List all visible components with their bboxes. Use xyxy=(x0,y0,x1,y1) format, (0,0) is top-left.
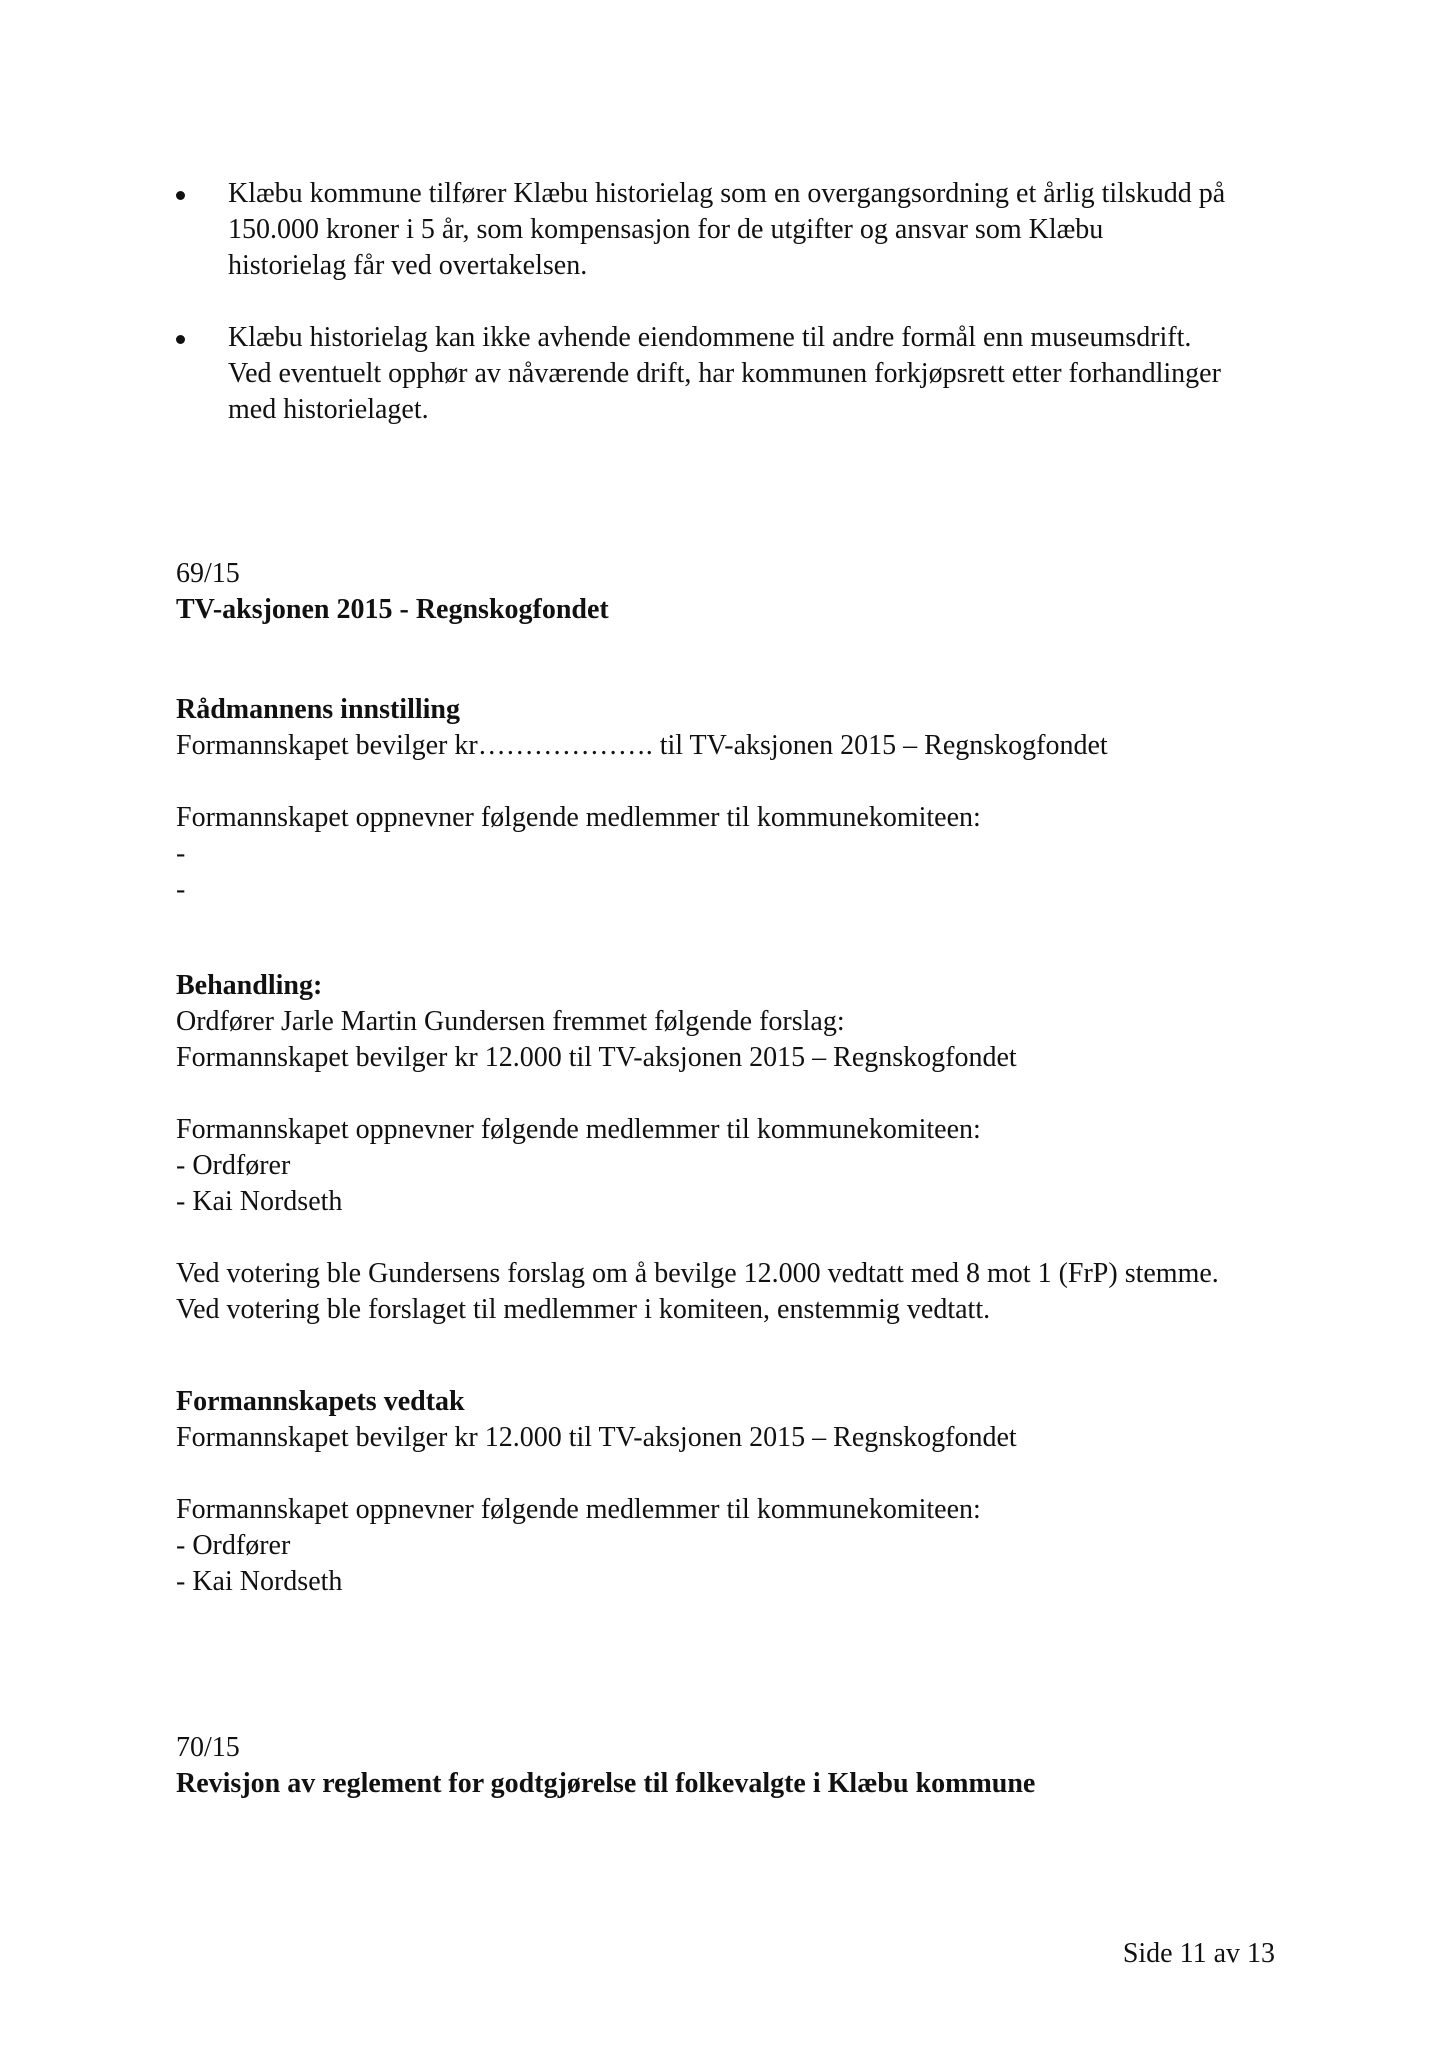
bullet-icon xyxy=(176,335,185,344)
section-heading: Rådmannens innstilling xyxy=(176,694,460,725)
member-placeholder: - xyxy=(176,838,186,869)
section-text: Ordfører Jarle Martin Gundersen fremmet følgende forslag: xyxy=(176,1006,845,1037)
member-name: - Kai Nordseth xyxy=(176,1566,343,1597)
bullet-line: historielag får ved overtakelsen. xyxy=(228,250,588,281)
page-number: Side 11 av 13 xyxy=(1122,1938,1275,1969)
section-heading: Formannskapets vedtak xyxy=(176,1386,465,1417)
bullet-list xyxy=(176,176,1286,464)
section-text: Formannskapet bevilger kr………………. til TV-aksjonen 2015 – Regnskogfondet xyxy=(176,730,1108,761)
section-text: Formannskapet bevilger kr 12.000 til TV-aksjonen 2015 – Regnskogfondet xyxy=(176,1042,1017,1073)
bullet-line: Ved eventuelt opphør av nåværende drift, har kommunen forkjøpsrett etter forhandlinger xyxy=(228,358,1221,389)
case-title: Revisjon av reglement for godtgjørelse til folkevalgte i Klæbu kommune xyxy=(176,1768,1036,1799)
case-69-heading xyxy=(176,556,1286,628)
case-number: 70/15 xyxy=(176,1732,240,1763)
member-placeholder: - xyxy=(176,874,186,905)
vote-text: Ved votering ble Gundersens forslag om å bevilge 12.000 vedtatt med 8 mot 1 (FrP) stemme. xyxy=(176,1258,1219,1289)
bullet-line: Klæbu kommune tilfører Klæbu historielag som en overgangsordning et årlig tilskudd på xyxy=(228,178,1226,209)
radmann-section xyxy=(176,692,1286,908)
vedtak-section xyxy=(176,1384,1286,1600)
bullet-line: med historielaget. xyxy=(228,394,429,425)
member-name: - Ordfører xyxy=(176,1530,291,1561)
bullet-line: 150.000 kroner i 5 år, som kompensasjon for de utgifter og ansvar som Klæbu xyxy=(228,214,1104,245)
case-70-heading xyxy=(176,1730,1286,1802)
section-heading: Behandling: xyxy=(176,970,323,1001)
bullet-item xyxy=(176,176,1286,284)
case-title: TV-aksjonen 2015 - Regnskogfondet xyxy=(176,594,609,625)
bullet-line: Klæbu historielag kan ikke avhende eiendommene til andre formål enn museumsdrift. xyxy=(228,322,1192,353)
behandling-section xyxy=(176,968,1286,1328)
case-number: 69/15 xyxy=(176,558,240,589)
section-text: Formannskapet oppnevner følgende medlemmer til kommunekomiteen: xyxy=(176,1114,981,1145)
member-name: - Ordfører xyxy=(176,1150,291,1181)
bullet-icon xyxy=(176,191,185,200)
section-text: Formannskapet oppnevner følgende medlemmer til kommunekomiteen: xyxy=(176,802,981,833)
vote-text: Ved votering ble forslaget til medlemmer i komiteen, enstemmig vedtatt. xyxy=(176,1294,991,1325)
section-text: Formannskapet bevilger kr 12.000 til TV-aksjonen 2015 – Regnskogfondet xyxy=(176,1422,1017,1453)
bullet-item xyxy=(176,320,1286,428)
section-text: Formannskapet oppnevner følgende medlemmer til kommunekomiteen: xyxy=(176,1494,981,1525)
member-name: - Kai Nordseth xyxy=(176,1186,343,1217)
